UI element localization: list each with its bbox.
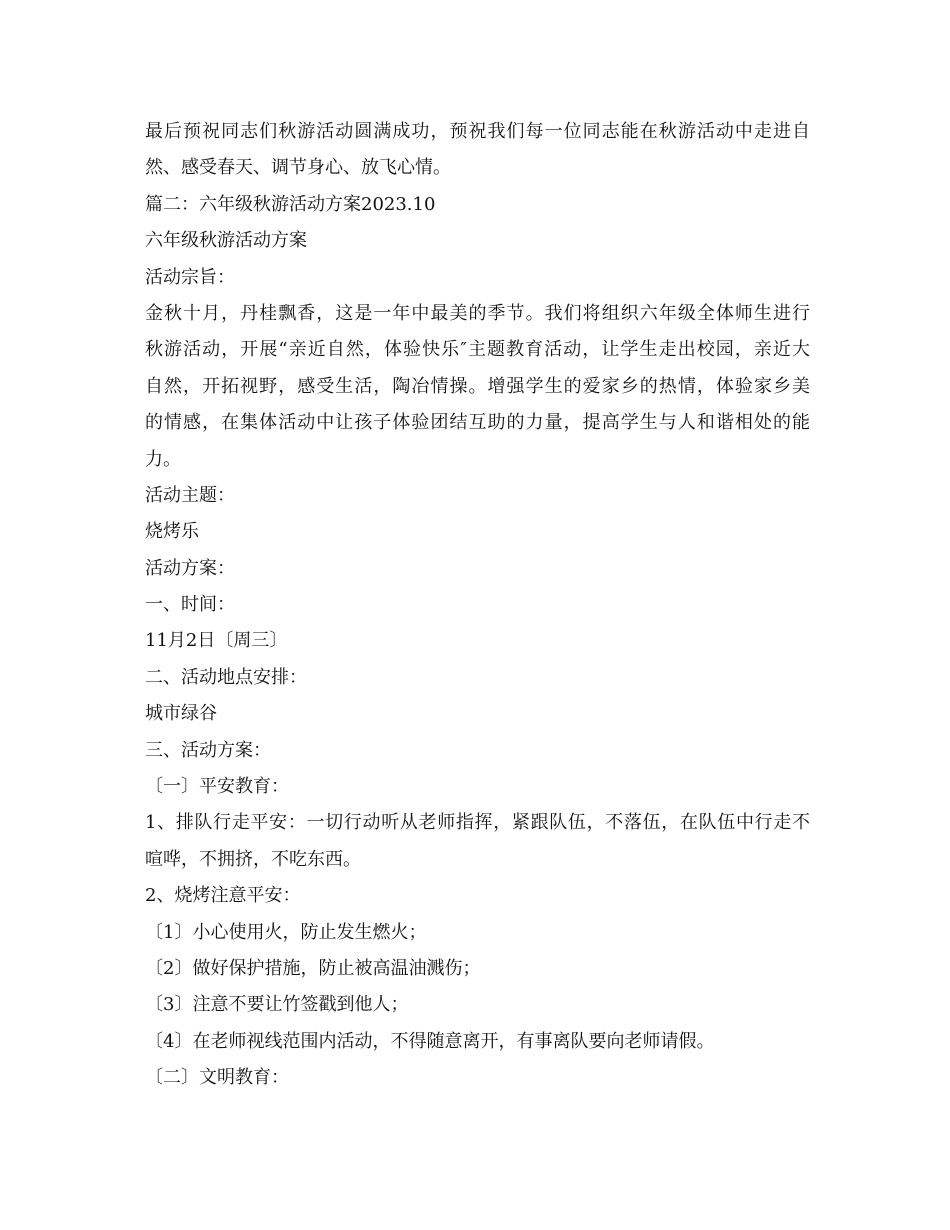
text-line: 然、感受春天、调节身心、放飞心情。 — [145, 157, 451, 179]
list-item: 〔4〕在老师视线范围内活动，不得随意离开，有事离队要向老师请假。 — [145, 1030, 715, 1052]
safety-heading: 〔一〕平安教育： — [145, 776, 289, 798]
scheme-label: 三、活动方案： — [145, 739, 271, 761]
plan-label: 活动方案： — [145, 557, 235, 579]
text-line: 的情感，在集体活动中让孩子体验团结互助的力量，提高学生与人和谐相处的能 — [145, 412, 810, 434]
text-line: 金秋十月，丹桂飘香，这是一年中最美的季节。我们将组织六年级全体师生进行 — [145, 302, 810, 324]
location-value: 城市绿谷 — [145, 703, 217, 725]
civility-heading: 〔二〕文明教育： — [145, 1067, 289, 1089]
text-line: 喧哗，不拥挤，不吃东西。 — [145, 848, 361, 870]
text-line: 最后预祝同志们秋游活动圆满成功，预祝我们每一位同志能在秋游活动中走进自 — [145, 121, 810, 142]
safety-item-1 — [145, 805, 810, 878]
text-line: 自然，开拓视野，感受生活，陶冶情操。增强学生的爱家乡的热情，体验家乡美 — [145, 375, 810, 397]
theme-value: 烧烤乐 — [145, 521, 199, 543]
list-item: 〔1〕小心使用火，防止发生燃火； — [145, 921, 427, 943]
closing-paragraph — [145, 114, 810, 187]
section-heading: 篇二：六年级秋游活动方案2023.10 — [145, 193, 436, 215]
list-item: 〔3〕注意不要让竹签戳到他人； — [145, 994, 409, 1016]
text-line: 秋游活动，开展“亲近自然，体验快乐″主题教育活动，让学生走出校园，亲近大 — [145, 339, 810, 361]
document-body — [145, 114, 810, 1097]
theme-label: 活动主题： — [145, 484, 235, 506]
purpose-paragraph — [145, 296, 810, 478]
text-line: 力。 — [145, 448, 181, 470]
safety-item-2: 2、烧烤注意平安： — [145, 885, 301, 907]
plan-title: 六年级秋游活动方案 — [145, 230, 307, 252]
time-label: 一、时间： — [145, 594, 235, 616]
purpose-label: 活动宗旨： — [145, 266, 235, 288]
location-label: 二、活动地点安排： — [145, 666, 307, 688]
text-line: 1、排队行走平安：一切行动听从老师指挥，紧跟队伍，不落伍，在队伍中行走不 — [145, 812, 810, 834]
bbq-rules-list — [145, 915, 810, 1061]
time-value: 11月2日〔周三〕 — [145, 630, 288, 652]
list-item: 〔2〕做好保护措施，防止被高温油溅伤； — [145, 957, 481, 979]
